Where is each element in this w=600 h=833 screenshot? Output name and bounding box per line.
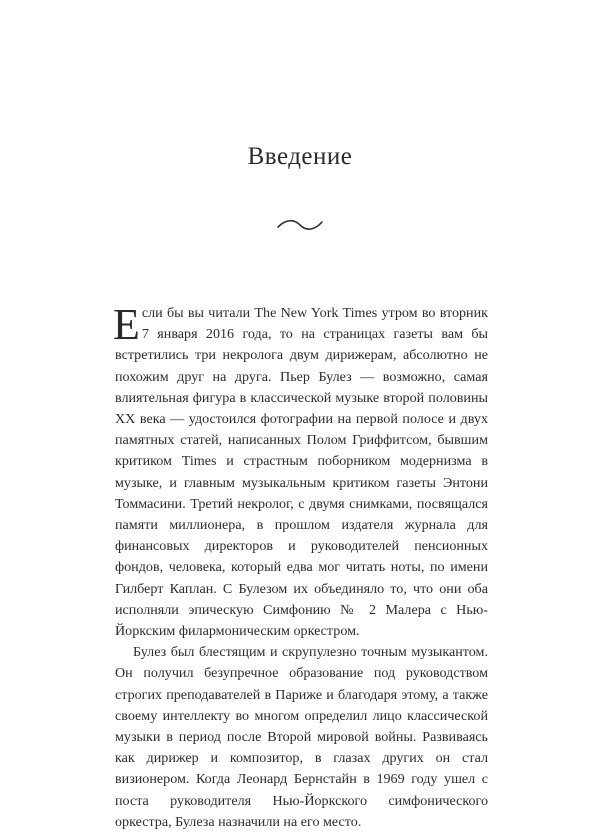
drop-cap: Е <box>113 300 140 349</box>
tilde-ornament-icon <box>276 218 324 232</box>
body-text <box>113 300 488 833</box>
chapter-title: Введение <box>247 143 353 170</box>
paragraph-1-text: сли бы вы читали The New York Times утром во вторник 7 января 2016 года, то на страницах газеты вам бы встретились три некролога двум дирижерам, абсолютно не похожим друг на друга. Пьер Булез — возможно, самая влиятельная фигура в классической музыке второй половины XX века — удостоился фотографии на первой полосе и двух памятных статей, написанных Полом Гриффитсом, бывшим критиком Times и страстным поборником модернизма в музыке, и главным музыкальным критиком газеты Энтони Томмасини. Третий некролог, с двумя снимками, посвящался памяти миллионера, в прошлом издателя журнала для финансовых директоров и руководителей пенсионных фондов, человека, который едва мог читать ноты, по имени Гилберт Каплан. С Булезом их объединяло то, что они оба исполняли эпическую Симфонию № 2 Малера с Нью-Йоркским филармоническим оркестром. <box>115 305 488 640</box>
paragraph-1 <box>113 300 488 642</box>
paragraph-2-text: Булез был блестящим и скрупулезно точным музыкантом. Он получил безупречное образование под руководством строгих преподавателей в Париже и благодаря этому, а также своему интеллекту во многом определил лицо классической музыки в период после Второй мировой войны. Развиваясь как дирижер и композитор, в глазах других он стал визионером. Когда Леонард Бернстайн в 1969 году ушел с поста руководителя Нью-Йоркского симфонического оркестра, Булеза назначили на его место. <box>115 644 488 830</box>
paragraph-2 <box>115 642 488 833</box>
